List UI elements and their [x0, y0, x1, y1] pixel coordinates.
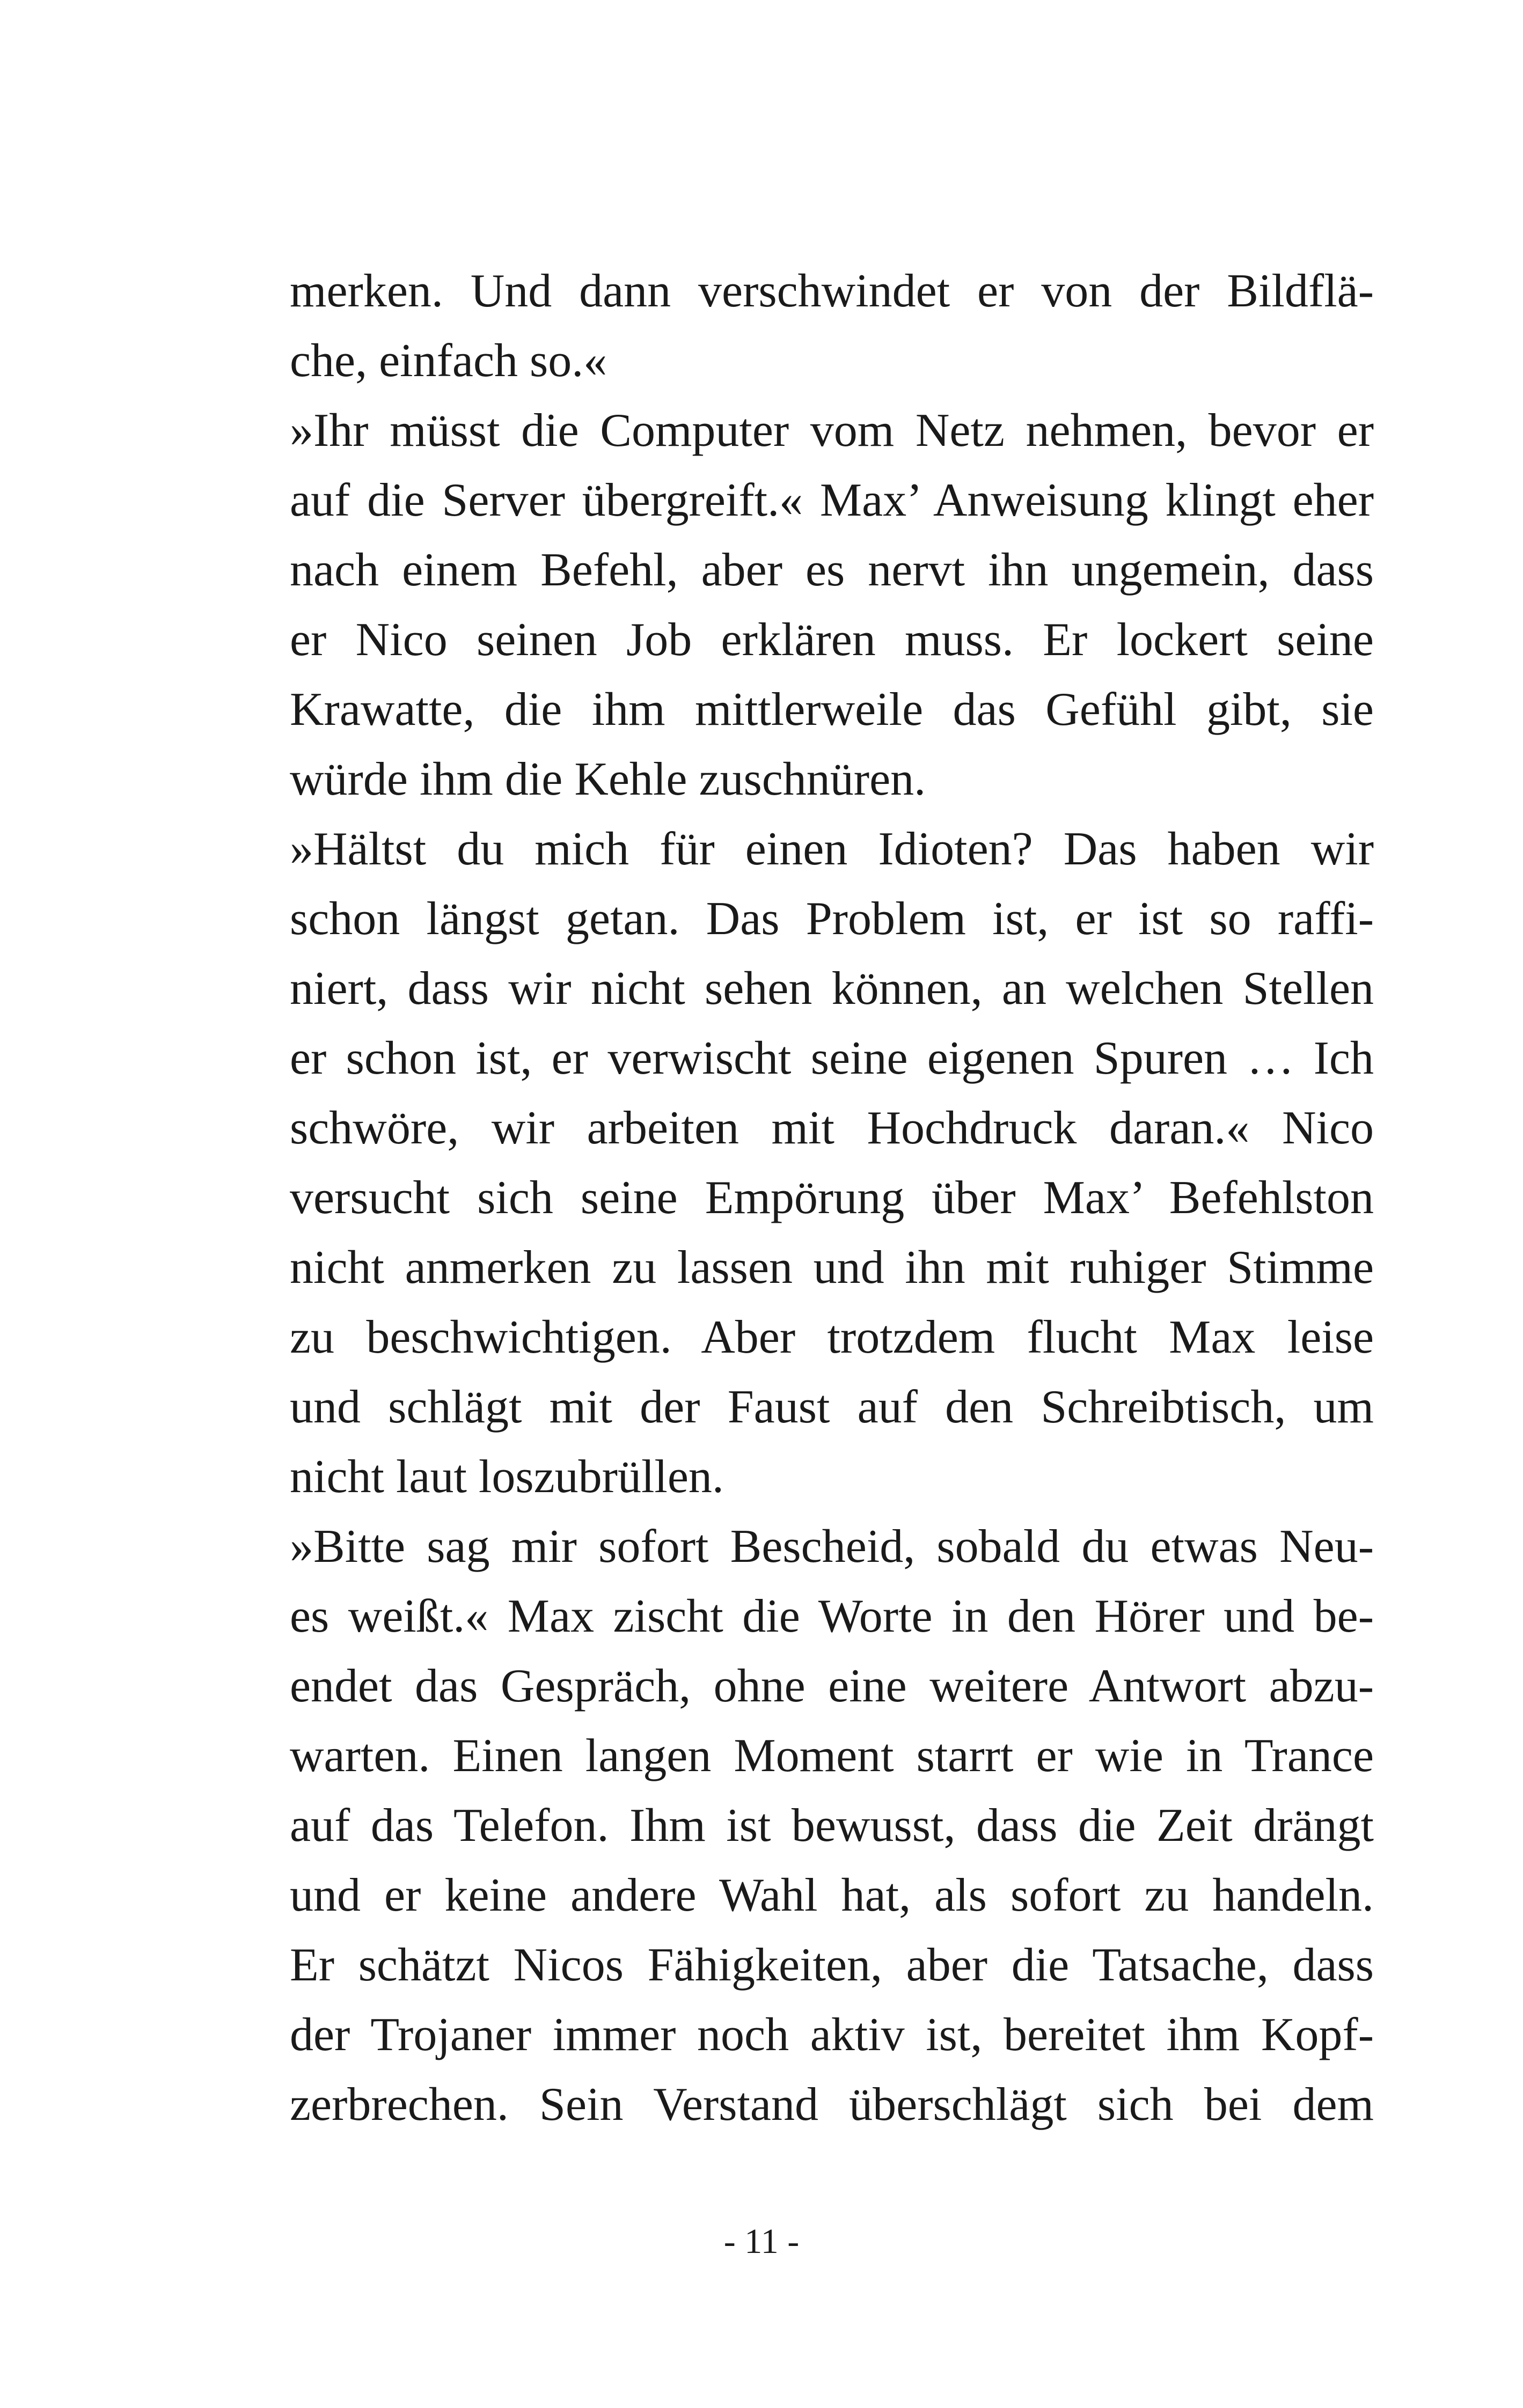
text-line: versucht sich seine Empörung über Max’ Befehlston: [290, 1172, 1374, 1224]
text-line: Er schätzt Nicos Fähigkeiten, aber die Tatsache, dass: [290, 1939, 1374, 1991]
text-line: »Bitte sag mir sofort Bescheid, sobald du etwas Neu-: [290, 1521, 1374, 1573]
text-line: zerbrechen. Sein Verstand überschlägt sich bei dem: [290, 2079, 1374, 2131]
text-line: er Nico seinen Job erklären muss. Er lockert seine: [290, 614, 1374, 666]
text-line: der Trojaner immer noch aktiv ist, bereitet ihm Kopf-: [290, 2009, 1374, 2061]
text-line: auf die Server übergreift.« Max’ Anweisung klingt eher: [290, 474, 1374, 526]
text-line: schon längst getan. Das Problem ist, er ist so raffi-: [290, 893, 1374, 945]
text-line: niert, dass wir nicht sehen können, an welchen Stellen: [290, 963, 1374, 1015]
text-line: zu beschwichtigen. Aber trotzdem flucht Max leise: [290, 1311, 1374, 1363]
text-line: und er keine andere Wahl hat, als sofort zu handeln.: [290, 1869, 1374, 1921]
text-line: »Hältst du mich für einen Idioten? Das haben wir: [290, 823, 1374, 875]
text-line: und schlägt mit der Faust auf den Schreibtisch, um: [290, 1381, 1374, 1433]
text-line: nach einem Befehl, aber es nervt ihn ungemein, dass: [290, 544, 1374, 596]
text-line: nicht laut loszubrüllen.: [290, 1451, 724, 1503]
text-line: er schon ist, er verwischt seine eigenen Spuren … Ich: [290, 1032, 1374, 1084]
text-line: »Ihr müsst die Computer vom Netz nehmen, bevor er: [290, 405, 1374, 457]
text-line: es weißt.« Max zischt die Worte in den Hörer und be-: [290, 1590, 1374, 1642]
text-line: endet das Gespräch, ohne eine weitere Antwort abzu-: [290, 1660, 1374, 1712]
text-line: che, einfach so.«: [290, 335, 607, 387]
page-number: - 11 -: [723, 2222, 800, 2261]
text-line: Krawatte, die ihm mittlerweile das Gefühl gibt, sie: [290, 684, 1374, 736]
text-line: schwöre, wir arbeiten mit Hochdruck daran.« Nico: [290, 1102, 1374, 1154]
text-line: würde ihm die Kehle zuschnüren.: [290, 753, 926, 805]
text-line: merken. Und dann verschwindet er von der Bildflä-: [290, 265, 1374, 317]
body-text: [290, 256, 1374, 2140]
text-line: auf das Telefon. Ihm ist bewusst, dass die Zeit drängt: [290, 1800, 1374, 1852]
text-line: warten. Einen langen Moment starrt er wie in Trance: [290, 1730, 1374, 1782]
text-line: nicht anmerken zu lassen und ihn mit ruhiger Stimme: [290, 1242, 1374, 1294]
